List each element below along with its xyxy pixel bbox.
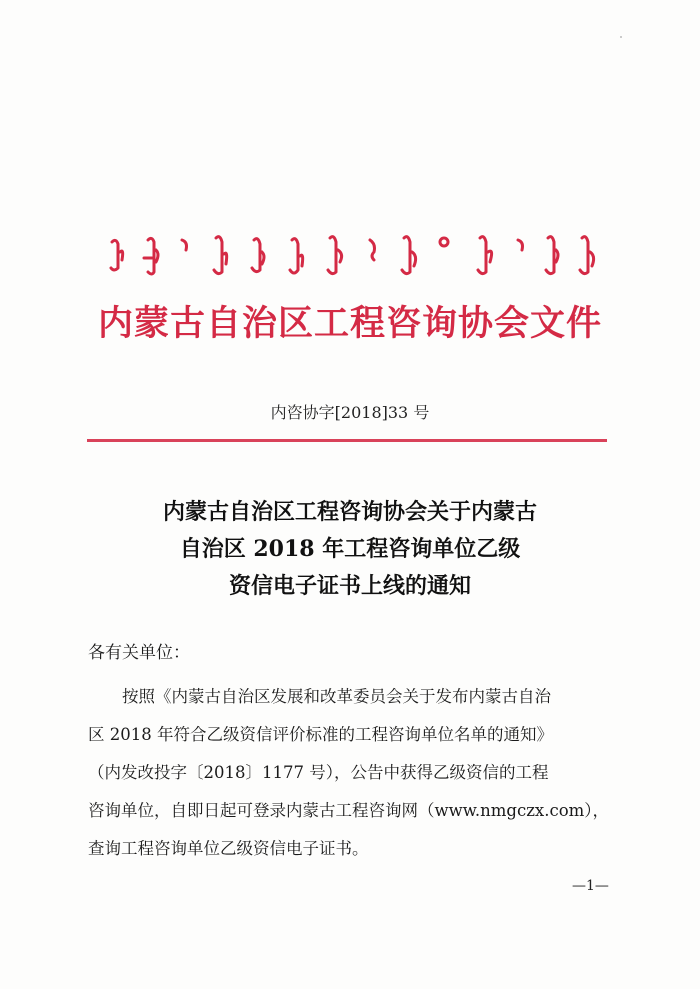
- page-number: —1—: [572, 878, 609, 894]
- mongolian-script-header: [108, 232, 598, 280]
- notice-title-line: 内蒙古自治区工程咨询协会关于内蒙古: [162, 499, 537, 525]
- issuer-title: 内蒙古自治区工程咨询协会文件: [97, 304, 602, 344]
- notice-title: [0, 494, 700, 605]
- document-number: 内咨协字[2018]33 号: [270, 403, 430, 422]
- paragraph-line: 按照《内蒙古自治区发展和改革委员会关于发布内蒙古自治: [122, 687, 551, 706]
- paragraph-line: 查询工程咨询单位乙级资信电子证书。: [88, 839, 369, 858]
- notice-title-line: 自治区 2018 年工程咨询单位乙级: [179, 536, 521, 562]
- mongolian-script-icon: [108, 232, 598, 280]
- body-paragraph: [88, 678, 628, 868]
- scan-speck: [620, 36, 622, 38]
- salutation: 各有关单位：: [88, 643, 190, 663]
- red-divider: [87, 439, 607, 442]
- notice-title-line: 资信电子证书上线的通知: [228, 573, 471, 599]
- paragraph-line: 区 2018 年符合乙级资信评价标准的工程咨询单位名单的通知》: [88, 725, 553, 744]
- paragraph-line: 咨询单位，自即日起可登录内蒙古工程咨询网（www.nmgczx.com），: [88, 801, 610, 820]
- paragraph-line: （内发改投字〔2018〕1177 号），公告中获得乙级资信的工程: [88, 763, 549, 782]
